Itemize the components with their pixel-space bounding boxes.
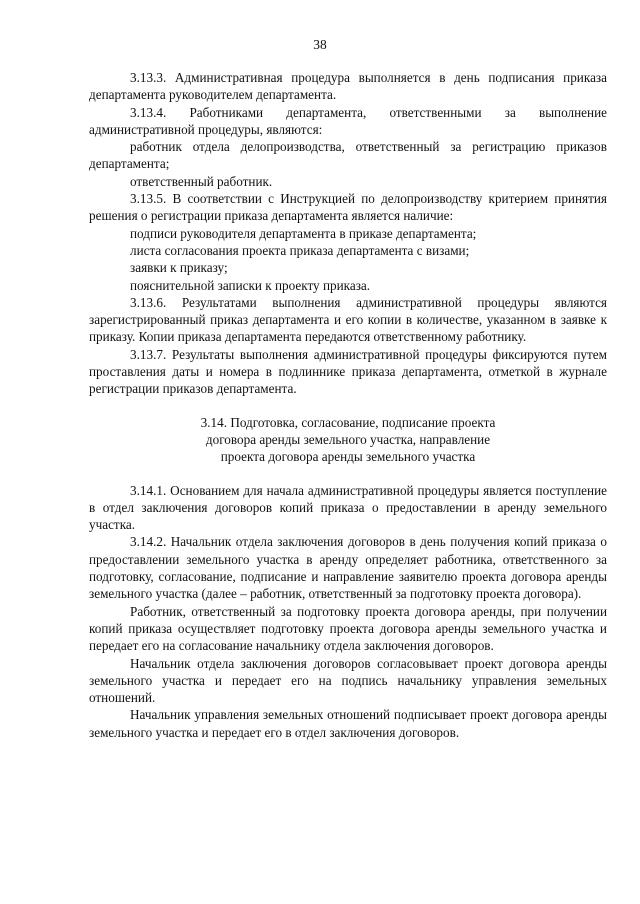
section-title-line: проекта договора аренды земельного участка <box>220 449 476 465</box>
document-body <box>89 69 607 741</box>
paragraph-3-14-2: 3.14.2. Начальник отдела заключения договоров в день получения копий приказа о предоставлении земельного участка в аренду определяет работника, ответственного за подготовку, согласование, подписание и направление заявителю проекта договора аренды земельного участка (далее – работник, ответственный за подготовку проекта договора). <box>89 534 607 602</box>
paragraph-head-of-department: Начальник отдела заключения договоров согласовывает проект договора аренды земельного участка и передает его на подпись начальнику управления земельных отношений. <box>89 655 607 706</box>
list-item-approval-sheet: листа согласования проекта приказа департамента с визами; <box>130 242 470 258</box>
paragraph-3-13-5: 3.13.5. В соответствии с Инструкцией по делопроизводству критерием принятия решения о регистрации приказа департамента является наличие: <box>89 191 607 224</box>
section-title-line: 3.14. Подготовка, согласование, подписание проекта <box>200 414 496 430</box>
paragraph-3-13-4: 3.13.4. Работниками департамента, ответственными за выполнение административной процедуры, являются: <box>89 104 607 137</box>
paragraph-3-13-7: 3.13.7. Результаты выполнения административной процедуры фиксируются путем проставления даты и номера в подлиннике приказа департамента, отметкой в журнале регистрации приказов департамента. <box>89 346 607 397</box>
list-item-signatures: подписи руководителя департамента в приказе департамента; <box>130 225 477 241</box>
paragraph-worker: Работник, ответственный за подготовку проекта договора аренды, при получении копий приказа осуществляет подготовку проекта договора аренды земельного участка и передает его на согласование начальнику отдела заключения договоров. <box>89 603 607 654</box>
list-item-registrar: работник отдела делопроизводства, ответственный за регистрацию приказов департамента; <box>89 139 607 172</box>
paragraph-3-14-1: 3.14.1. Основанием для начала административной процедуры является поступление в отдел заключения договоров копий приказа о предоставлении в аренду земельного участка. <box>89 482 607 533</box>
section-title-line: договора аренды земельного участка, направление <box>205 431 491 447</box>
section-title <box>89 414 607 466</box>
paragraph-3-13-3: 3.13.3. Административная процедура выполняется в день подписания приказа департамента руководителем департамента. <box>89 70 607 103</box>
list-item-responsible: ответственный работник. <box>130 173 273 189</box>
list-item-request: заявки к приказу; <box>130 260 228 276</box>
paragraph-3-13-6: 3.13.6. Результатами выполнения административной процедуры являются зарегистрированный приказ департамента и его копии в количестве, указанном в заявке к приказу. Копии приказа департамента передаются ответственному работнику. <box>89 294 607 345</box>
paragraph-head-of-administration: Начальник управления земельных отношений подписывает проект договора аренды земельного участка и передает его в отдел заключения договоров. <box>89 707 607 740</box>
page-number: 38 <box>313 37 327 52</box>
list-item-explanatory-note: пояснительной записки к проекту приказа. <box>130 277 371 293</box>
